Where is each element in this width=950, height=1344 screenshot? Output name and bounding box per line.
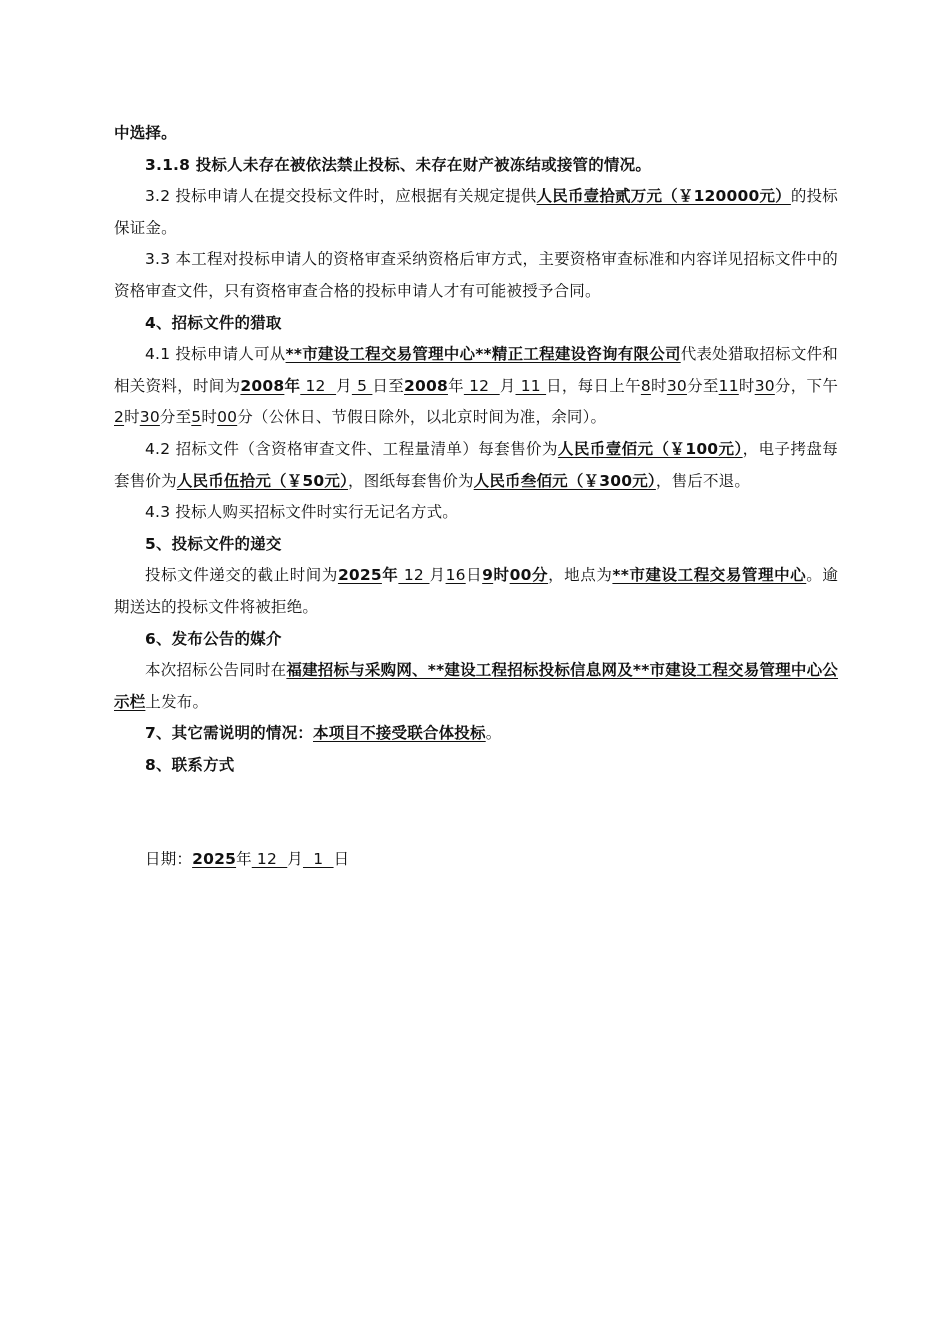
start-day: 5 xyxy=(351,376,373,395)
paragraph-4-2 xyxy=(114,434,838,497)
text-span: 分，下午 xyxy=(774,376,839,395)
date-year: 2025 xyxy=(192,850,237,869)
text-span: 月 xyxy=(336,376,352,395)
date-line xyxy=(114,844,838,876)
start-year: 2008 xyxy=(240,376,285,395)
paragraph-3-2 xyxy=(114,181,838,244)
end-year: 2008 xyxy=(404,376,448,395)
time-value: 00 xyxy=(217,408,238,427)
publication-media: 福建招标与采购网、**建设工程招标投标信息网及**市建设工程交易管理中心公示栏 xyxy=(114,661,839,711)
disk-price: 人民币伍拾元（￥50元） xyxy=(176,471,349,490)
time-value: 5 xyxy=(191,408,202,427)
text-span: 年 xyxy=(236,850,252,869)
paragraph-5 xyxy=(114,560,838,623)
text-span: 日 xyxy=(333,850,350,869)
paragraph-3-1-8 xyxy=(114,150,838,182)
text-span: 4.3 投标人购买招标文件时实行无记名方式。 xyxy=(145,503,458,522)
bid-bond-amount: 人民币壹拾贰万元（￥120000元） xyxy=(536,187,791,206)
time-value: 30 xyxy=(139,408,160,427)
deadline-minute: 00 xyxy=(509,566,532,585)
text-span: 本次招标公告同时在 xyxy=(145,661,287,680)
text-span: 的投标保证金。 xyxy=(114,187,838,237)
text-span: 中选择。 xyxy=(114,124,177,142)
paragraph-4-3 xyxy=(114,497,838,529)
time-value: 8 xyxy=(640,376,651,395)
heading-text: 8、联系方式 xyxy=(145,755,235,774)
text-span: 4.2 招标文件（含资格审查文件、工程量清单）每套售价为 xyxy=(145,439,558,458)
text-span: 日 xyxy=(465,566,483,585)
time-value: 30 xyxy=(754,376,775,395)
deadline-day: 16 xyxy=(445,566,466,585)
text-span: 分 xyxy=(531,566,549,585)
text-span: 时 xyxy=(124,408,140,427)
text-span: 时 xyxy=(201,408,218,427)
text-span: 年 xyxy=(284,376,301,395)
heading-text: 5、投标文件的递交 xyxy=(145,534,282,553)
text-span: 年 xyxy=(447,376,464,395)
text-span: 投标文件递交的截止时间为 xyxy=(145,566,338,585)
text-span: 4.1 投标申请人可从 xyxy=(145,345,286,364)
pickup-location: **市建设工程交易管理中心**精正工程建设咨询有限公司 xyxy=(285,345,681,364)
consortium-note: 本项目不接受联合体投标 xyxy=(313,724,486,743)
text-span: 分至 xyxy=(159,408,192,427)
paragraph-continuation xyxy=(114,118,838,150)
text-span: 上发布。 xyxy=(145,692,209,711)
deadline-year: 2025 xyxy=(337,566,382,585)
paragraph-3-3 xyxy=(114,244,838,307)
text-span: 3.1.8 投标人未存在被依法禁止投标、未存在财产被冻结或接管的情况。 xyxy=(145,155,652,174)
time-value: 11 xyxy=(718,376,739,395)
start-month: 12 xyxy=(300,376,337,395)
heading-text: 4、招标文件的猎取 xyxy=(145,313,282,332)
time-value: 2 xyxy=(114,408,125,427)
document-body xyxy=(114,118,838,876)
text-span: 3.2 投标申请人在提交投标文件时，应根据有关规定提供 xyxy=(145,187,537,206)
submission-location: **市建设工程交易管理中心 xyxy=(612,566,807,585)
text-span: 日，每日上午 xyxy=(546,376,641,395)
heading-4 xyxy=(114,308,838,340)
date-month: 12 xyxy=(251,850,288,869)
text-span: 月 xyxy=(499,376,516,395)
text-span: ，地点为 xyxy=(548,566,613,585)
text-span: ，电子拷盘每套售价为 xyxy=(114,439,838,490)
heading-text: 7、其它需说明的情况： xyxy=(145,724,313,743)
text-span: 。逾期送达的投标文件将被拒绝。 xyxy=(114,566,839,616)
text-span: 日至 xyxy=(372,376,405,395)
text-span: 代表处猎取招标文件和相关资料，时间为 xyxy=(114,345,838,395)
text-span: 年 xyxy=(381,566,399,585)
date-day: 1 xyxy=(302,850,334,869)
text-span: 。 xyxy=(485,724,502,743)
time-value: 30 xyxy=(666,376,687,395)
text-span: 分至 xyxy=(686,376,719,395)
end-month: 12 xyxy=(463,376,500,395)
date-label: 日期： xyxy=(145,850,193,869)
text-span: ，图纸每套售价为 xyxy=(348,471,474,490)
heading-7 xyxy=(114,718,838,750)
heading-8 xyxy=(114,750,838,782)
end-day: 11 xyxy=(515,376,547,395)
drawing-price: 人民币叁佰元（￥300元） xyxy=(473,471,656,490)
text-span: 时 xyxy=(738,376,755,395)
heading-text: 6、发布公告的媒介 xyxy=(145,629,282,648)
document-price: 人民币壹佰元（￥100元） xyxy=(557,439,743,458)
paragraph-4-1 xyxy=(114,339,838,434)
text-span: 时 xyxy=(493,566,510,585)
text-span: ，售后不退。 xyxy=(655,471,751,490)
deadline-month: 12 xyxy=(398,566,430,585)
heading-6 xyxy=(114,624,838,656)
text-span: 月 xyxy=(287,850,303,869)
text-span: 分（公休日、节假日除外，以北京时间为准，余同）。 xyxy=(237,408,607,427)
paragraph-6 xyxy=(114,655,838,718)
text-span: 3.3 本工程对投标申请人的资格审查采纳资格后审方式，主要资格审查标准和内容详见招标文件中的资格审查文件，只有资格审查合格的投标申请人才有可能被授予合同。 xyxy=(114,250,838,300)
deadline-hour: 9 xyxy=(482,566,494,585)
heading-5 xyxy=(114,529,838,561)
text-span: 时 xyxy=(650,376,667,395)
text-span: 月 xyxy=(429,566,446,585)
